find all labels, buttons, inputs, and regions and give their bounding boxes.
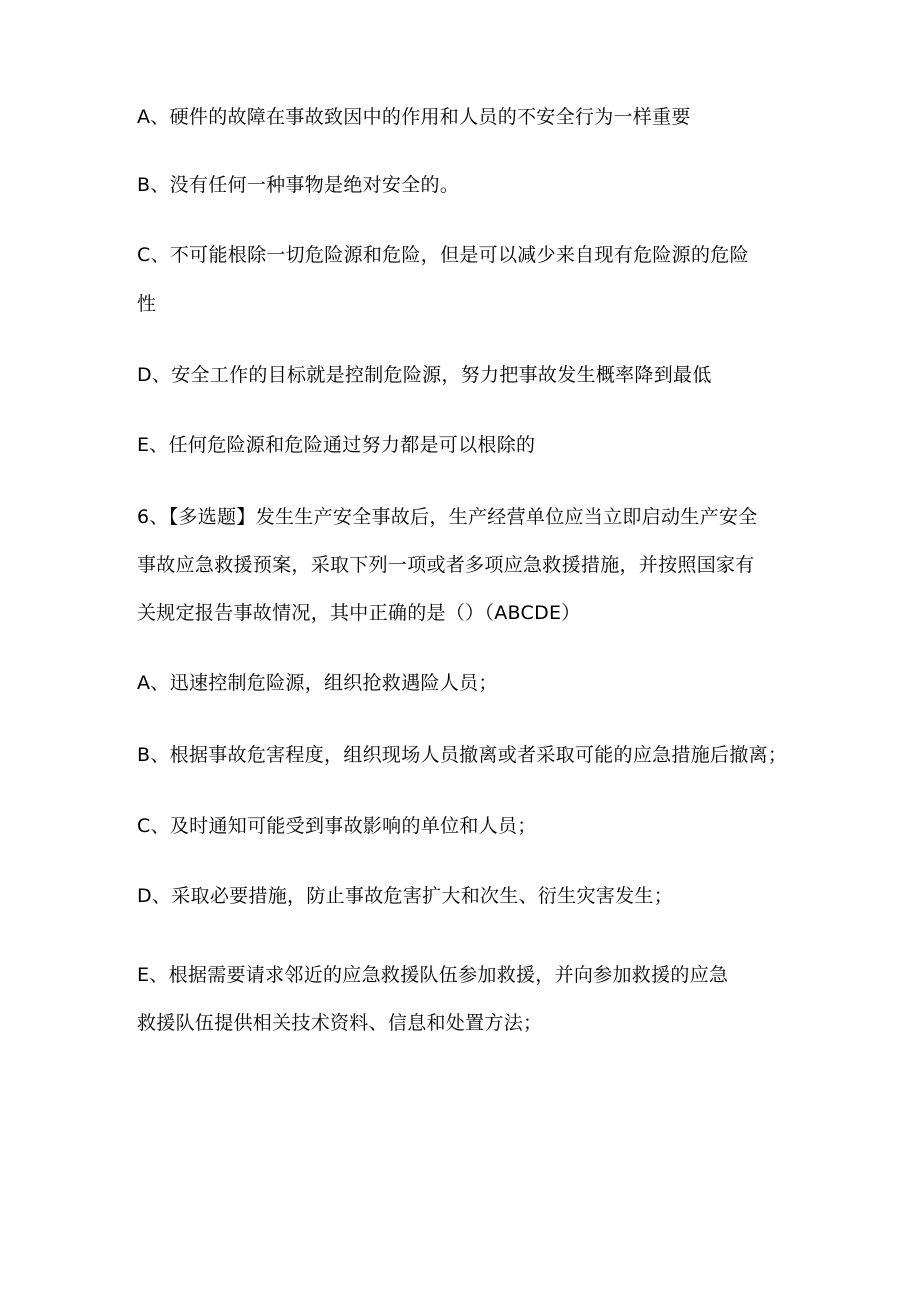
q6-option-b-line: B、根据事故危害程度，组织现场人员撤离或者采取可能的应急措施后撤离； xyxy=(137,744,788,766)
option-e-line: E、任何危险源和危险通过努力都是可以根除的 xyxy=(137,434,536,456)
option-a-line: A、硬件的故障在事故致因中的作用和人员的不安全行为一样重要 xyxy=(137,106,691,128)
question-6-line-1: 6、【多选题】发生生产安全事故后，生产经营单位应当立即启动生产安全 xyxy=(137,506,758,528)
option-c-line-continued: 性 xyxy=(137,293,157,315)
question-6-line-3: 关规定报告事故情况，其中正确的是（）（ABCDE） xyxy=(137,602,581,624)
option-d-line: D、安全工作的目标就是控制危险源，努力把事故发生概率降到最低 xyxy=(137,364,712,386)
q6-option-a-line: A、迅速控制危险源，组织抢救遇险人员； xyxy=(137,672,498,694)
q6-option-e-line-1: E、根据需要请求邻近的应急救援队伍参加救援，并向参加救援的应急 xyxy=(137,964,729,986)
option-c-line: C、不可能根除一切危险源和危险，但是可以减少来自现有危险源的危险 xyxy=(137,244,749,266)
q6-option-c-line: C、及时通知可能受到事故影响的单位和人员； xyxy=(137,815,537,837)
option-b-line: B、没有任何一种事物是绝对安全的。 xyxy=(137,174,460,196)
question-6-line-2: 事故应急救援预案，采取下列一项或者多项应急救援措施，并按照国家有 xyxy=(137,554,755,576)
q6-option-d-line: D、采取必要措施，防止事故危害扩大和次生、衍生灾害发生； xyxy=(137,885,674,907)
q6-option-e-line-2: 救援队伍提供相关技术资料、信息和处置方法； xyxy=(137,1012,543,1034)
